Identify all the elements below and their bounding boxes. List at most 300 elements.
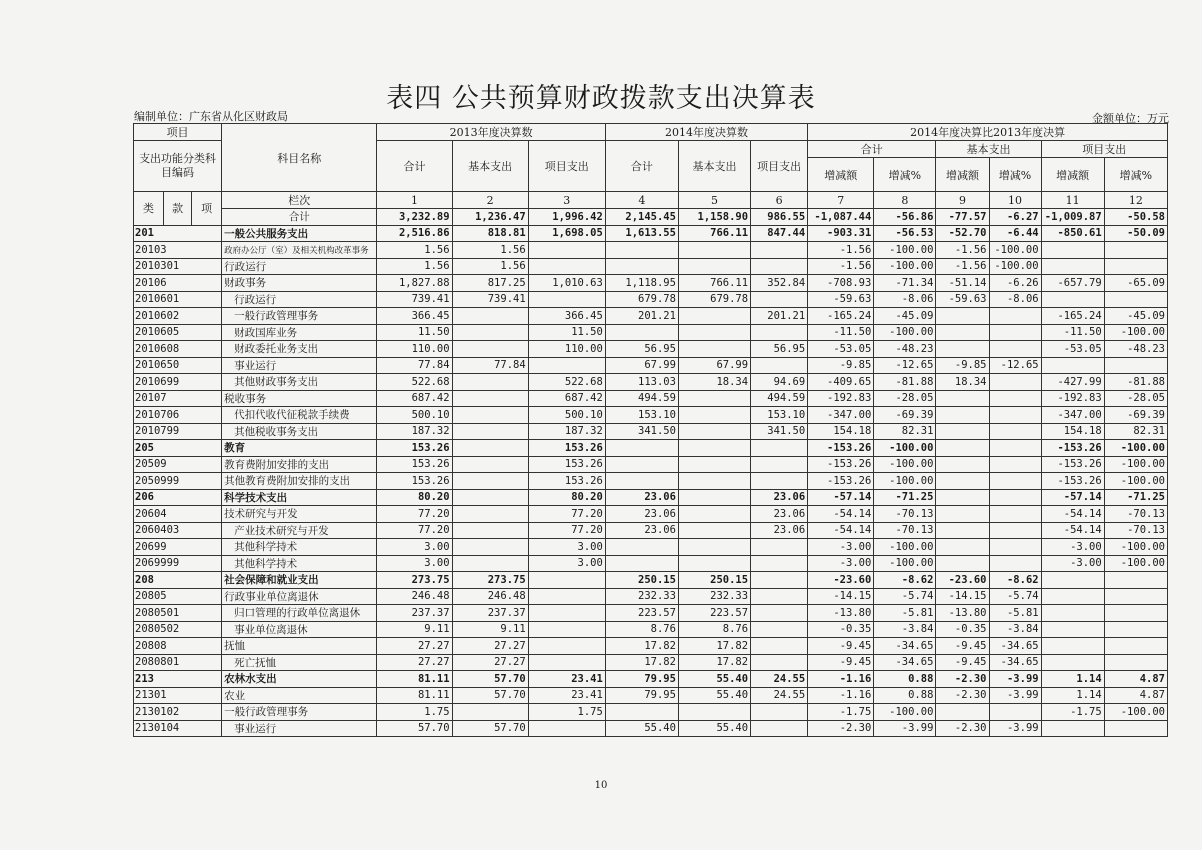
row-cell (751, 621, 808, 638)
table-body (134, 225, 1168, 737)
row-name: 事业运行 (222, 720, 377, 737)
row-cell (452, 522, 528, 539)
row-cell: -8.06 (874, 291, 936, 308)
row-cell: 3.00 (528, 539, 605, 556)
row-cell (936, 341, 989, 358)
row-cell: 201.21 (751, 308, 808, 325)
row-cell (528, 588, 605, 605)
row-cell: -54.14 (808, 506, 874, 523)
row-cell: 27.27 (377, 638, 452, 655)
row-cell: -2.30 (808, 720, 874, 737)
table-row (134, 357, 1168, 374)
row-cell (751, 720, 808, 737)
row-cell: -3.99 (989, 671, 1041, 688)
row-cell: -3.00 (808, 555, 874, 572)
row-name: 事业运行 (222, 357, 377, 374)
row-cell: 494.59 (751, 390, 808, 407)
row-cell (678, 506, 750, 523)
total-cell: -6.27 (989, 209, 1041, 226)
row-cell: 250.15 (678, 572, 750, 589)
row-cell (989, 555, 1041, 572)
row-cell: -3.84 (874, 621, 936, 638)
row-cell: -100.00 (874, 473, 936, 490)
header-zje-3: 增减额 (1041, 158, 1104, 192)
row-cell: 153.10 (751, 407, 808, 424)
row-cell (751, 638, 808, 655)
table-row (134, 654, 1168, 671)
row-cell: 18.34 (936, 374, 989, 391)
row-cell (989, 473, 1041, 490)
row-cell (1041, 291, 1104, 308)
table-row (134, 506, 1168, 523)
row-cell (605, 440, 678, 457)
header-2014: 2014年度决算数 (605, 124, 807, 141)
page-title: 表四 公共预算财政拨款支出决算表 (386, 83, 816, 114)
row-cell (1104, 654, 1167, 671)
col-no: 6 (751, 192, 808, 209)
row-cell (936, 390, 989, 407)
row-cell: -5.81 (989, 605, 1041, 622)
row-cell: 79.95 (605, 671, 678, 688)
row-cell: -6.44 (989, 225, 1041, 242)
row-cell: -100.00 (874, 324, 936, 341)
row-cell: 110.00 (377, 341, 452, 358)
row-cell: 56.95 (605, 341, 678, 358)
row-cell (452, 440, 528, 457)
row-cell (989, 489, 1041, 506)
row-code: 2050999 (134, 473, 222, 490)
row-cell (936, 324, 989, 341)
row-cell: -57.14 (808, 489, 874, 506)
row-cell: -5.74 (989, 588, 1041, 605)
row-cell: 187.32 (528, 423, 605, 440)
row-cell (936, 522, 989, 539)
header-cmp-basic: 基本支出 (936, 141, 1041, 158)
row-cell: 23.06 (751, 522, 808, 539)
row-cell: -3.00 (808, 539, 874, 556)
table-row (134, 687, 1168, 704)
row-cell (528, 572, 605, 589)
row-cell: 57.70 (452, 720, 528, 737)
row-name: 一般行政管理事务 (222, 704, 377, 721)
row-cell (1104, 638, 1167, 655)
row-cell: 1.75 (528, 704, 605, 721)
table-row (134, 522, 1168, 539)
row-cell (751, 291, 808, 308)
table-row (134, 720, 1168, 737)
row-name: 农业 (222, 687, 377, 704)
row-cell (452, 704, 528, 721)
row-name: 技术研究与开发 (222, 506, 377, 523)
table-row (134, 423, 1168, 440)
row-name: 其他科学持术 (222, 555, 377, 572)
row-cell: -34.65 (989, 638, 1041, 655)
compiling-unit: 编制单位：广东省从化区财政局 (134, 110, 288, 123)
table-row (134, 291, 1168, 308)
header-name: 科目名称 (222, 124, 377, 192)
row-cell: 23.06 (605, 522, 678, 539)
row-cell: 1.14 (1041, 671, 1104, 688)
table-row (134, 242, 1168, 259)
row-code: 20106 (134, 275, 222, 292)
row-cell: 223.57 (605, 605, 678, 622)
row-code: 206 (134, 489, 222, 506)
row-code: 2130102 (134, 704, 222, 721)
row-cell (936, 407, 989, 424)
row-cell: -1.56 (808, 242, 874, 259)
row-name: 归口管理的行政单位离退休 (222, 605, 377, 622)
row-cell: 250.15 (605, 572, 678, 589)
row-cell (678, 341, 750, 358)
row-cell: -1.56 (936, 242, 989, 259)
row-cell: 522.68 (377, 374, 452, 391)
row-cell (452, 456, 528, 473)
row-cell (989, 407, 1041, 424)
row-cell: -1.16 (808, 687, 874, 704)
row-cell (989, 390, 1041, 407)
row-cell: -34.65 (874, 654, 936, 671)
row-cell (528, 621, 605, 638)
row-cell: -14.15 (808, 588, 874, 605)
row-cell: 153.26 (377, 440, 452, 457)
row-cell: -347.00 (1041, 407, 1104, 424)
row-name: 代扣代收代征税款手续费 (222, 407, 377, 424)
row-cell: 817.25 (452, 275, 528, 292)
row-code: 21301 (134, 687, 222, 704)
header-2013: 2013年度决算数 (377, 124, 605, 141)
row-cell (452, 473, 528, 490)
row-cell: -1.56 (936, 258, 989, 275)
row-cell: 113.03 (605, 374, 678, 391)
col-no: 11 (1041, 192, 1104, 209)
row-cell (936, 489, 989, 506)
row-cell (751, 539, 808, 556)
row-cell: -34.65 (874, 638, 936, 655)
row-cell: -3.84 (989, 621, 1041, 638)
table-row (134, 671, 1168, 688)
row-cell (1104, 588, 1167, 605)
table-row (134, 225, 1168, 242)
row-cell (678, 242, 750, 259)
row-cell: -153.26 (1041, 473, 1104, 490)
row-cell: 366.45 (377, 308, 452, 325)
row-cell: 110.00 (528, 341, 605, 358)
row-cell (751, 654, 808, 671)
row-cell: -59.63 (936, 291, 989, 308)
page-number: 10 (594, 780, 608, 791)
row-cell (1041, 588, 1104, 605)
row-cell: 739.41 (452, 291, 528, 308)
header-zje-1: 增减额 (808, 158, 874, 192)
row-cell (528, 357, 605, 374)
table-row (134, 539, 1168, 556)
row-cell: -100.00 (1104, 324, 1167, 341)
row-cell: -48.23 (1104, 341, 1167, 358)
row-cell: 55.40 (678, 671, 750, 688)
row-cell: 11.50 (377, 324, 452, 341)
row-cell: 8.76 (605, 621, 678, 638)
row-cell: -192.83 (808, 390, 874, 407)
row-cell: -153.26 (808, 456, 874, 473)
row-cell (528, 258, 605, 275)
row-cell: -12.65 (874, 357, 936, 374)
row-name: 科学技术支出 (222, 489, 377, 506)
row-cell: 153.26 (528, 456, 605, 473)
row-cell (751, 357, 808, 374)
row-cell (678, 704, 750, 721)
row-cell (1104, 291, 1167, 308)
row-cell: 18.34 (678, 374, 750, 391)
table-row (134, 440, 1168, 457)
row-cell: 23.06 (751, 506, 808, 523)
row-name: 教育费附加安排的支出 (222, 456, 377, 473)
row-code: 20107 (134, 390, 222, 407)
row-cell: -5.74 (874, 588, 936, 605)
row-cell: 522.68 (528, 374, 605, 391)
row-cell (1041, 572, 1104, 589)
row-cell (1104, 720, 1167, 737)
table-row (134, 258, 1168, 275)
row-code: 2010301 (134, 258, 222, 275)
row-cell: 154.18 (808, 423, 874, 440)
row-cell: 67.99 (678, 357, 750, 374)
row-cell: 687.42 (377, 390, 452, 407)
header-xiangmu: 项目 (134, 124, 222, 141)
header-kuan: 款 (164, 192, 192, 226)
row-cell (1041, 605, 1104, 622)
row-cell: -23.60 (808, 572, 874, 589)
row-cell (751, 473, 808, 490)
table-row (134, 407, 1168, 424)
row-cell (989, 341, 1041, 358)
row-cell: 1.56 (452, 258, 528, 275)
row-cell: -100.00 (874, 539, 936, 556)
row-cell (452, 489, 528, 506)
row-cell: 766.11 (678, 225, 750, 242)
row-cell: -100.00 (874, 456, 936, 473)
row-cell: -3.99 (989, 720, 1041, 737)
row-cell (452, 555, 528, 572)
row-cell: -81.88 (1104, 374, 1167, 391)
row-cell: 27.27 (377, 654, 452, 671)
row-cell: -69.39 (1104, 407, 1167, 424)
col-no: 4 (605, 192, 678, 209)
row-cell (452, 341, 528, 358)
row-name: 教育 (222, 440, 377, 457)
row-cell (678, 390, 750, 407)
row-cell (678, 539, 750, 556)
row-cell: -3.00 (1041, 555, 1104, 572)
row-code: 20509 (134, 456, 222, 473)
row-cell: -69.39 (874, 407, 936, 424)
row-cell: 79.95 (605, 687, 678, 704)
row-cell: -9.45 (808, 654, 874, 671)
row-cell: 739.41 (377, 291, 452, 308)
row-cell: 1.75 (377, 704, 452, 721)
row-cell: -347.00 (808, 407, 874, 424)
row-cell (452, 308, 528, 325)
row-cell (936, 308, 989, 325)
row-cell: 352.84 (751, 275, 808, 292)
row-code: 2010799 (134, 423, 222, 440)
row-cell: 2,516.86 (377, 225, 452, 242)
row-cell (989, 522, 1041, 539)
row-cell: 0.88 (874, 687, 936, 704)
row-cell: -850.61 (1041, 225, 1104, 242)
row-cell: 1.56 (452, 242, 528, 259)
row-cell (936, 473, 989, 490)
row-cell: 494.59 (605, 390, 678, 407)
row-cell: 223.57 (678, 605, 750, 622)
header-2014-project: 项目支出 (751, 141, 808, 192)
row-cell: 246.48 (377, 588, 452, 605)
row-code: 201 (134, 225, 222, 242)
row-cell: -100.00 (874, 440, 936, 457)
row-cell: -34.65 (989, 654, 1041, 671)
row-cell: 80.20 (377, 489, 452, 506)
row-cell: -56.53 (874, 225, 936, 242)
row-cell (1041, 258, 1104, 275)
row-name: 财政国库业务 (222, 324, 377, 341)
row-cell (605, 456, 678, 473)
row-cell: 77.20 (528, 506, 605, 523)
row-cell: -13.80 (808, 605, 874, 622)
row-cell: -8.62 (874, 572, 936, 589)
row-name: 财政事务 (222, 275, 377, 292)
row-cell (751, 456, 808, 473)
row-cell: -0.35 (808, 621, 874, 638)
row-name: 其他财政事务支出 (222, 374, 377, 391)
row-cell: 818.81 (452, 225, 528, 242)
row-cell: 1,613.55 (605, 225, 678, 242)
row-cell (1104, 242, 1167, 259)
header-zjl-1: 增减% (874, 158, 936, 192)
row-cell: 55.40 (605, 720, 678, 737)
row-cell: 23.06 (751, 489, 808, 506)
row-cell: 1.14 (1041, 687, 1104, 704)
row-cell: -100.00 (874, 555, 936, 572)
row-cell (989, 324, 1041, 341)
row-cell: 1.56 (377, 258, 452, 275)
row-cell: -9.45 (936, 654, 989, 671)
row-cell: -5.81 (874, 605, 936, 622)
row-name: 一般行政管理事务 (222, 308, 377, 325)
row-code: 208 (134, 572, 222, 589)
row-cell (678, 308, 750, 325)
row-code: 2010602 (134, 308, 222, 325)
row-cell (1041, 357, 1104, 374)
row-name: 产业技术研究与开发 (222, 522, 377, 539)
row-cell (605, 473, 678, 490)
row-cell (452, 374, 528, 391)
row-cell (1041, 638, 1104, 655)
row-cell: -100.00 (1104, 473, 1167, 490)
budget-table (133, 123, 1168, 737)
row-cell (751, 258, 808, 275)
row-cell: 341.50 (751, 423, 808, 440)
row-cell: 232.33 (678, 588, 750, 605)
row-cell: 153.26 (528, 440, 605, 457)
row-cell: -54.14 (808, 522, 874, 539)
row-cell: 237.37 (377, 605, 452, 622)
row-code: 2010650 (134, 357, 222, 374)
row-cell (452, 390, 528, 407)
header-lanci: 栏次 (222, 192, 377, 209)
row-cell: -427.99 (1041, 374, 1104, 391)
row-code: 213 (134, 671, 222, 688)
row-code: 2010608 (134, 341, 222, 358)
row-cell: -1.75 (808, 704, 874, 721)
row-cell: 57.70 (452, 671, 528, 688)
row-cell: -70.13 (1104, 522, 1167, 539)
row-cell: 366.45 (528, 308, 605, 325)
row-cell: 153.26 (377, 473, 452, 490)
row-name: 一般公共服务支出 (222, 225, 377, 242)
row-cell: -3.00 (1041, 539, 1104, 556)
row-cell: 94.69 (751, 374, 808, 391)
row-cell (678, 258, 750, 275)
table-row (134, 555, 1168, 572)
row-cell (1104, 357, 1167, 374)
row-cell: -70.13 (1104, 506, 1167, 523)
table-row (134, 588, 1168, 605)
row-cell: 17.82 (678, 638, 750, 655)
row-cell: 77.84 (377, 357, 452, 374)
row-cell (936, 440, 989, 457)
row-cell: -100.00 (874, 242, 936, 259)
row-code: 20103 (134, 242, 222, 259)
row-cell: 687.42 (528, 390, 605, 407)
row-cell: -153.26 (808, 473, 874, 490)
col-no: 9 (936, 192, 989, 209)
row-cell: -28.05 (874, 390, 936, 407)
row-cell: 500.10 (528, 407, 605, 424)
row-cell: -23.60 (936, 572, 989, 589)
row-cell: -0.35 (936, 621, 989, 638)
total-cell: 1,158.90 (678, 209, 750, 226)
row-code: 2080502 (134, 621, 222, 638)
row-cell: 11.50 (528, 324, 605, 341)
row-cell: 1,827.88 (377, 275, 452, 292)
row-cell (1104, 258, 1167, 275)
row-cell (678, 407, 750, 424)
row-cell (1041, 720, 1104, 737)
row-cell (452, 324, 528, 341)
row-cell (678, 440, 750, 457)
row-cell: 3.00 (377, 555, 452, 572)
row-cell: 81.11 (377, 671, 452, 688)
row-code: 20699 (134, 539, 222, 556)
row-cell: 341.50 (605, 423, 678, 440)
row-code: 2080801 (134, 654, 222, 671)
row-cell (1104, 621, 1167, 638)
row-cell: -52.70 (936, 225, 989, 242)
row-code: 205 (134, 440, 222, 457)
header-compare: 2014年度决算比2013年度决算 (808, 124, 1168, 141)
row-name: 其他科学持术 (222, 539, 377, 556)
row-cell: -2.30 (936, 720, 989, 737)
row-name: 农林水支出 (222, 671, 377, 688)
row-cell: -8.06 (989, 291, 1041, 308)
row-cell (678, 423, 750, 440)
header-2013-project: 项目支出 (528, 141, 605, 192)
row-code: 2010699 (134, 374, 222, 391)
row-cell (452, 423, 528, 440)
header-cmp-project: 项目支出 (1041, 141, 1167, 158)
row-cell: 55.40 (678, 720, 750, 737)
row-name: 抚恤 (222, 638, 377, 655)
header-2014-total: 合计 (605, 141, 678, 192)
